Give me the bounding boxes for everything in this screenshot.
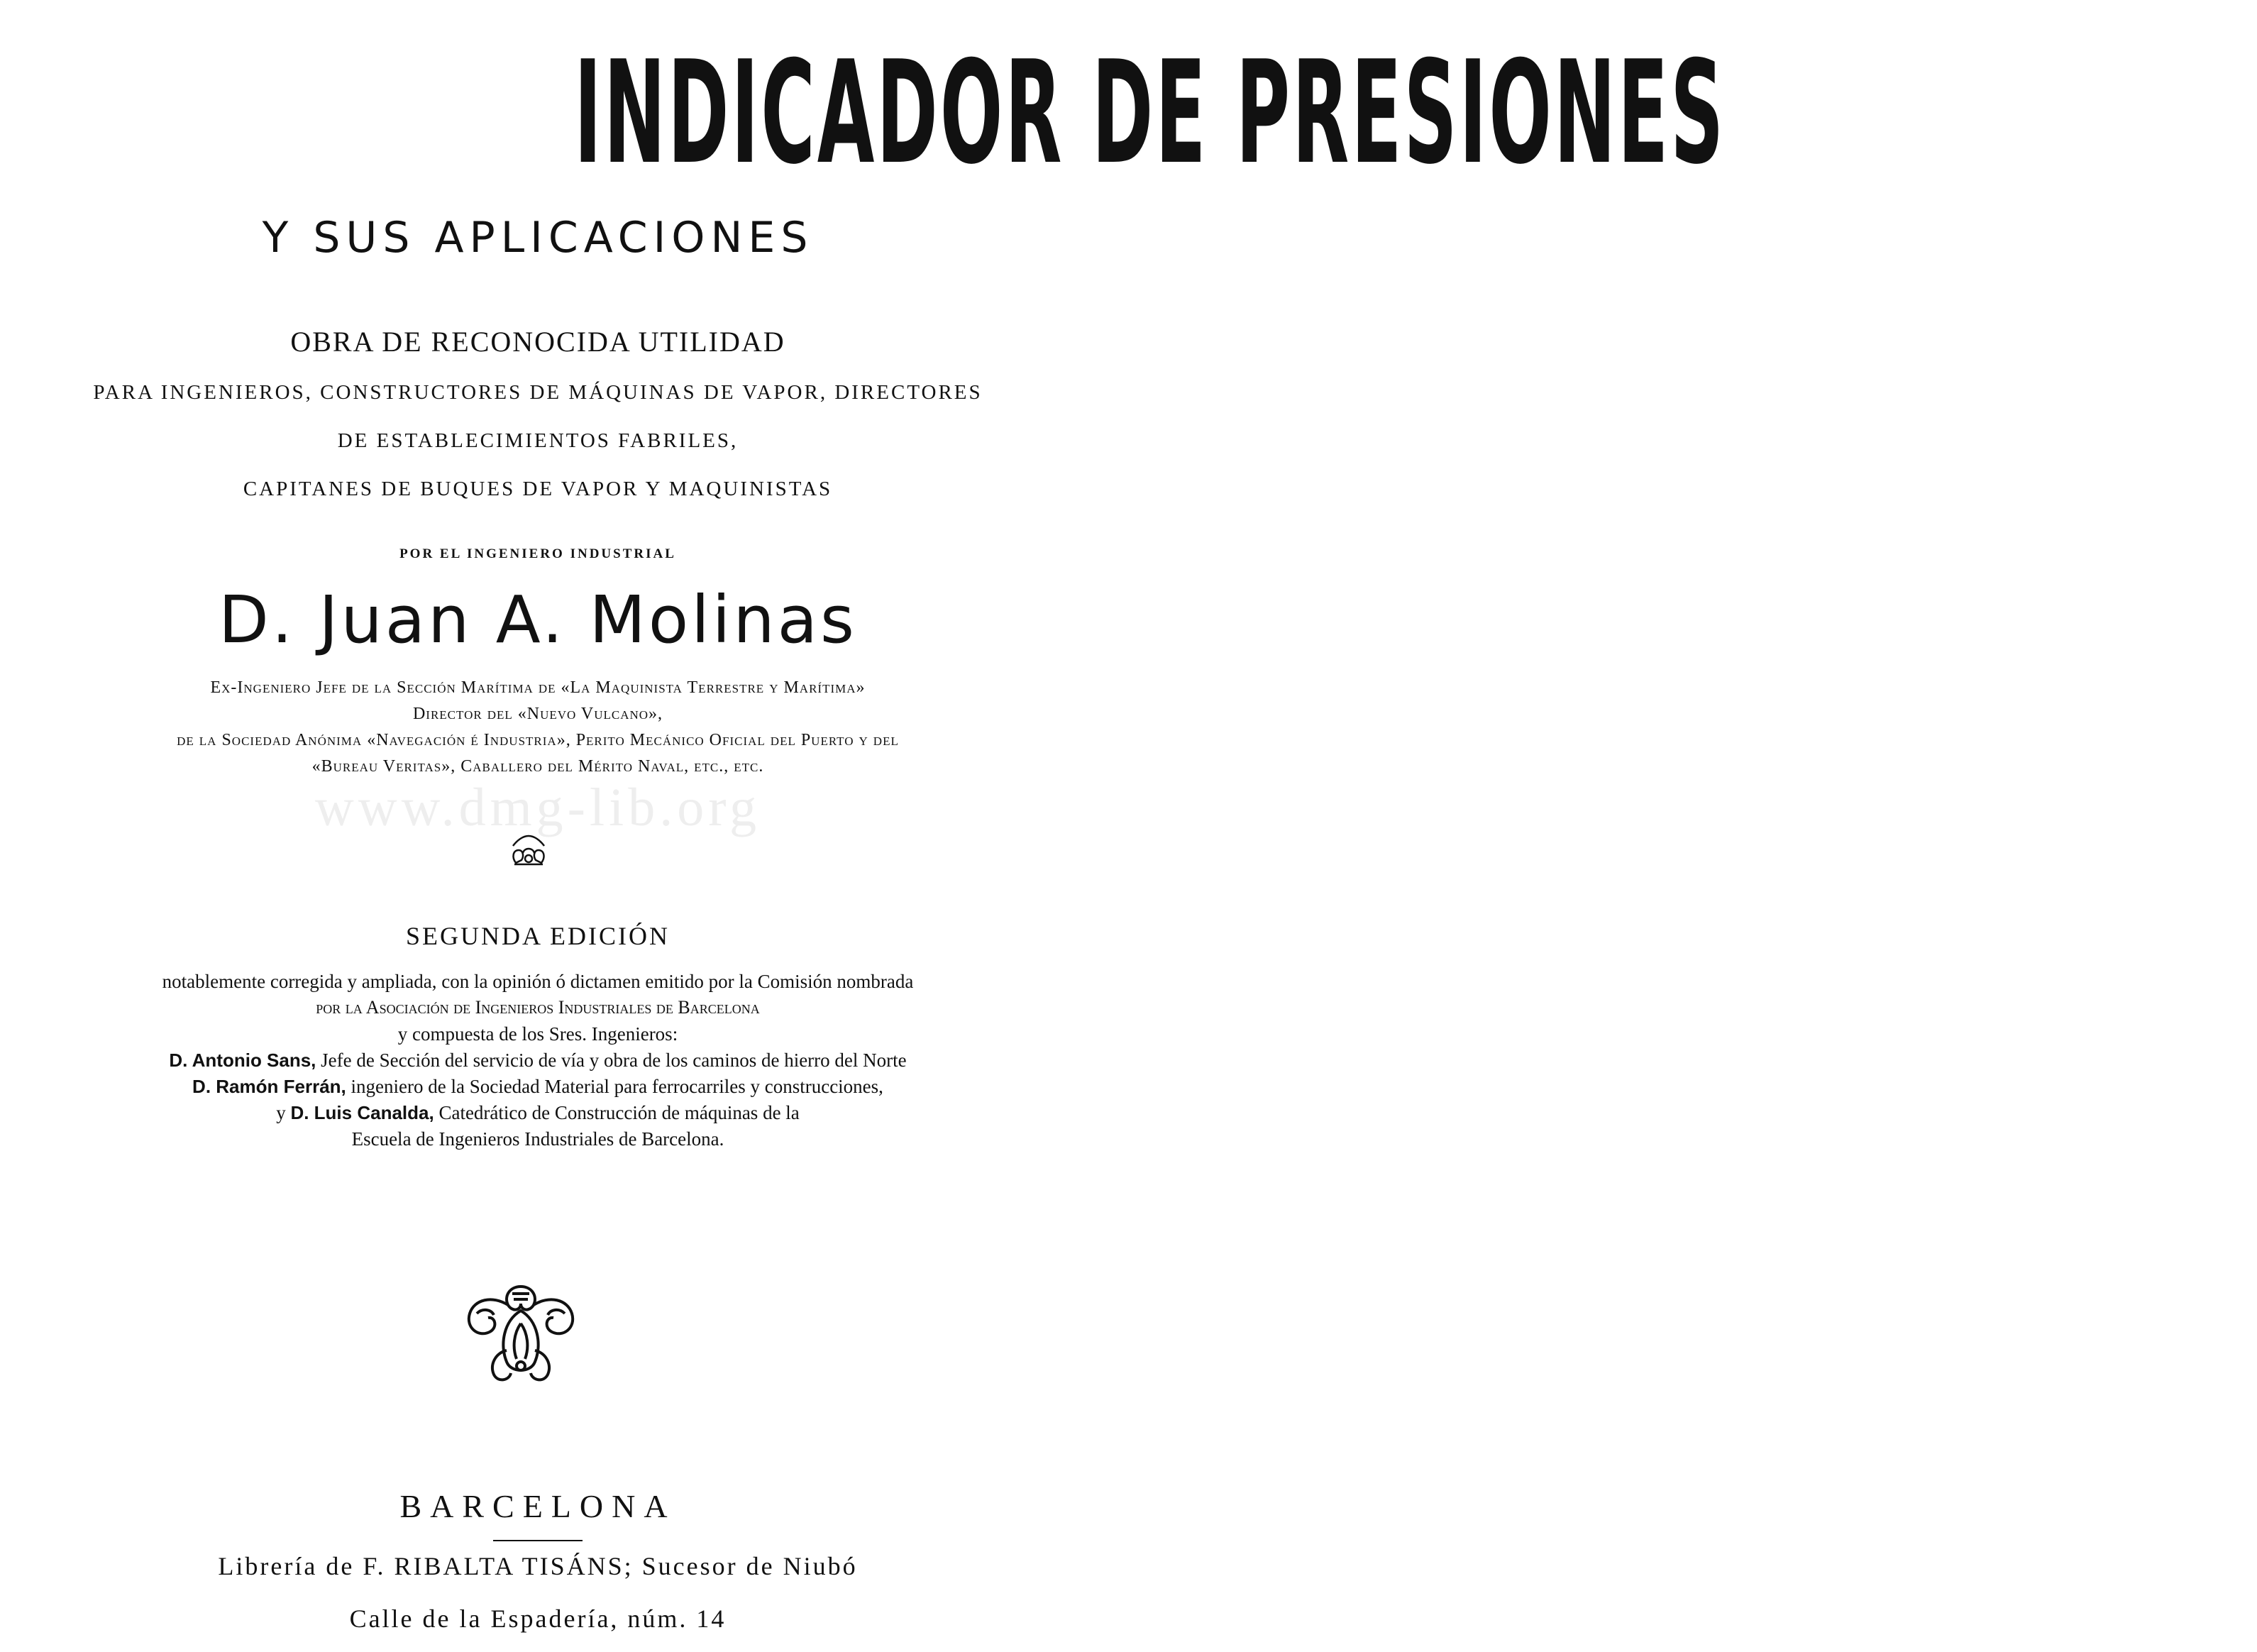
publisher-address: Calle de la Espadería, núm. 14 — [349, 1604, 727, 1633]
author-credential: de la Sociedad Anónima «Navegación é Industria», Perito Mecánico Oficial del Puerto y del — [177, 731, 899, 749]
member-prefix: y — [276, 1102, 286, 1123]
author-credential: Ex-Ingeniero Jefe de la Sección Marítima de «La Maquinista Terrestre y Marítima» — [210, 678, 866, 697]
book-title: INDICADOR DE PRESIONES — [574, 31, 1726, 196]
member-role: Jefe de Sección del servicio de vía y obra de los caminos de hierro del Norte — [321, 1050, 907, 1071]
divider-rule — [493, 1540, 583, 1541]
commission-member — [0, 1102, 1076, 1124]
author-credential: Director del «Nuevo Vulcano», — [412, 705, 663, 723]
edition-note-line: Escuela de Ingenieros Industriales de Barcelona. — [351, 1128, 724, 1150]
work-description: OBRA DE RECONOCIDA UTILIDAD — [290, 326, 785, 358]
commission-member — [0, 1076, 1076, 1098]
commission-member — [0, 1050, 1076, 1072]
member-role: Catedrático de Construcción de máquinas de la — [438, 1102, 800, 1123]
edition-note-line: por la Asociación de Ingenieros Industriales de Barcelona — [316, 997, 760, 1018]
audience-line: PARA INGENIEROS, CONSTRUCTORES DE MÁQUINAS DE VAPOR, DIRECTORES — [93, 381, 983, 404]
byline: POR EL INGENIERO INDUSTRIAL — [399, 546, 676, 561]
author-credential: «Bureau Veritas», Caballero del Mérito Naval, etc., etc. — [311, 757, 764, 776]
edition-note-line: notablemente corregida y ampliada, con la opinión ó dictamen emitido por la Comisión nombrada — [162, 971, 914, 992]
edition-heading: SEGUNDA EDICIÓN — [406, 922, 670, 950]
imprint-city: BARCELONA — [399, 1488, 676, 1524]
edition-note-line: y compuesta de los Sres. Ingenieros: — [397, 1023, 678, 1045]
book-subtitle: Y SUS APLICACIONES — [262, 213, 814, 263]
watermark: www.dmg-lib.org — [314, 778, 761, 837]
small-ornament-icon — [509, 832, 548, 867]
publisher-line: Librería de F. RIBALTA TISÁNS; Sucesor de Niubó — [218, 1552, 858, 1580]
member-name: D. Luis Canalda, — [290, 1102, 434, 1123]
member-role: ingeniero de la Sociedad Material para ferrocarriles y construcciones, — [351, 1076, 883, 1097]
audience-line: CAPITANES DE BUQUES DE VAPOR Y MAQUINISTAS — [243, 478, 833, 500]
floral-ornament-icon — [463, 1279, 579, 1384]
member-name: D. Antonio Sans, — [169, 1050, 316, 1071]
member-name: D. Ramón Ferrán, — [192, 1076, 346, 1097]
author-name: D. Juan A. Molinas — [219, 582, 857, 658]
audience-line: DE ESTABLECIMIENTOS FABRILES, — [337, 429, 739, 452]
